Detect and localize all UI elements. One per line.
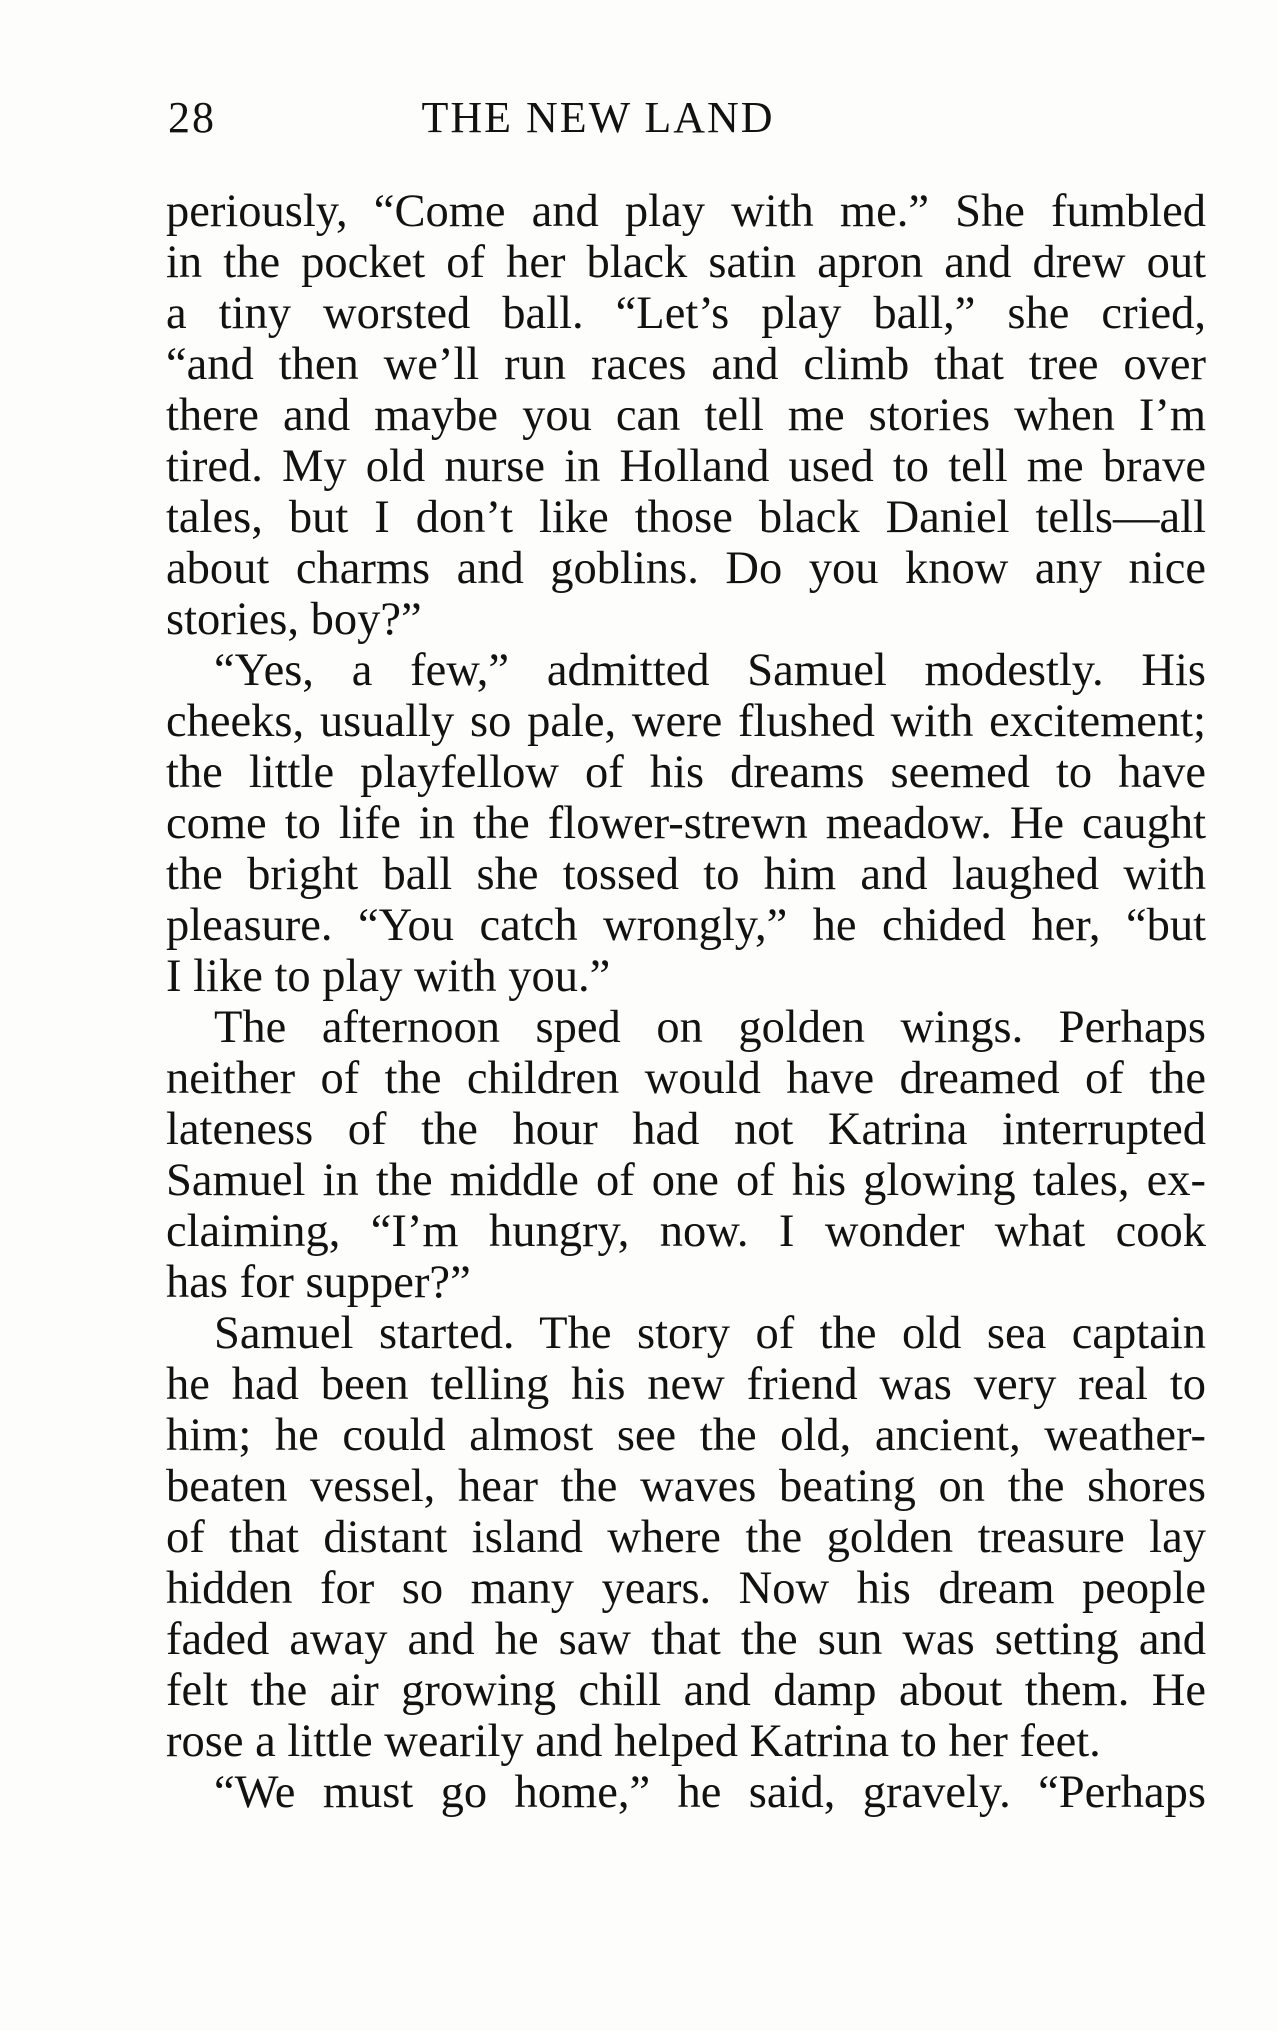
text-line: there and maybe you can tell me stories when I’m <box>166 390 1206 441</box>
text-line: about charms and goblins. Do you know any nice <box>166 543 1206 594</box>
text-line: the bright ball she tossed to him and laughed with <box>166 849 1206 900</box>
text-line: I like to play with you.” <box>166 951 611 1002</box>
text-line: cheeks, usually so pale, were flushed with excitement; <box>166 696 1206 747</box>
text-line: he had been telling his new friend was very real to <box>166 1359 1206 1410</box>
text-line: periously, “Come and play with me.” She fumbled <box>166 186 1206 237</box>
text-line: pleasure. “You catch wrongly,” he chided her, “but <box>166 900 1206 951</box>
text-line: “Yes, a few,” admitted Samuel modestly. His <box>214 645 1206 696</box>
text-line: come to life in the flower-strewn meadow. He caught <box>166 798 1206 849</box>
text-line: neither of the children would have dreamed of the <box>166 1053 1206 1104</box>
text-line: hidden for so many years. Now his dream people <box>166 1563 1206 1614</box>
page-number: 28 <box>168 93 216 142</box>
text-line: “and then we’ll run races and climb that tree over <box>166 339 1206 390</box>
text-line: him; he could almost see the old, ancient, weather- <box>166 1410 1206 1461</box>
text-line: of that distant island where the golden treasure lay <box>166 1512 1206 1563</box>
body-text <box>166 186 1206 1818</box>
text-line: rose a little wearily and helped Katrina to her feet. <box>166 1716 1101 1767</box>
text-line: beaten vessel, hear the waves beating on the shores <box>166 1461 1206 1512</box>
text-line: The afternoon sped on golden wings. Perhaps <box>214 1002 1206 1053</box>
text-line: faded away and he saw that the sun was setting and <box>166 1614 1206 1665</box>
text-line: felt the air growing chill and damp about them. He <box>166 1665 1206 1716</box>
text-line: a tiny worsted ball. “Let’s play ball,” she cried, <box>166 288 1206 339</box>
text-line: has for supper?” <box>166 1257 471 1308</box>
text-line: the little playfellow of his dreams seemed to have <box>166 747 1206 798</box>
chapter-title: THE NEW LAND <box>421 93 775 142</box>
text-line: Samuel started. The story of the old sea captain <box>214 1308 1206 1359</box>
text-line: tales, but I don’t like those black Daniel tells—all <box>166 492 1206 543</box>
running-head <box>168 92 1208 152</box>
text-line: Samuel in the middle of one of his glowing tales, ex- <box>166 1155 1206 1206</box>
text-line: claiming, “I’m hungry, now. I wonder what cook <box>166 1206 1206 1257</box>
text-line: lateness of the hour had not Katrina interrupted <box>166 1104 1206 1155</box>
text-line: “We must go home,” he said, gravely. “Perhaps <box>214 1767 1206 1818</box>
text-line: tired. My old nurse in Holland used to tell me brave <box>166 441 1206 492</box>
text-line: stories, boy?” <box>166 594 422 645</box>
text-line: in the pocket of her black satin apron and drew out <box>166 237 1206 288</box>
